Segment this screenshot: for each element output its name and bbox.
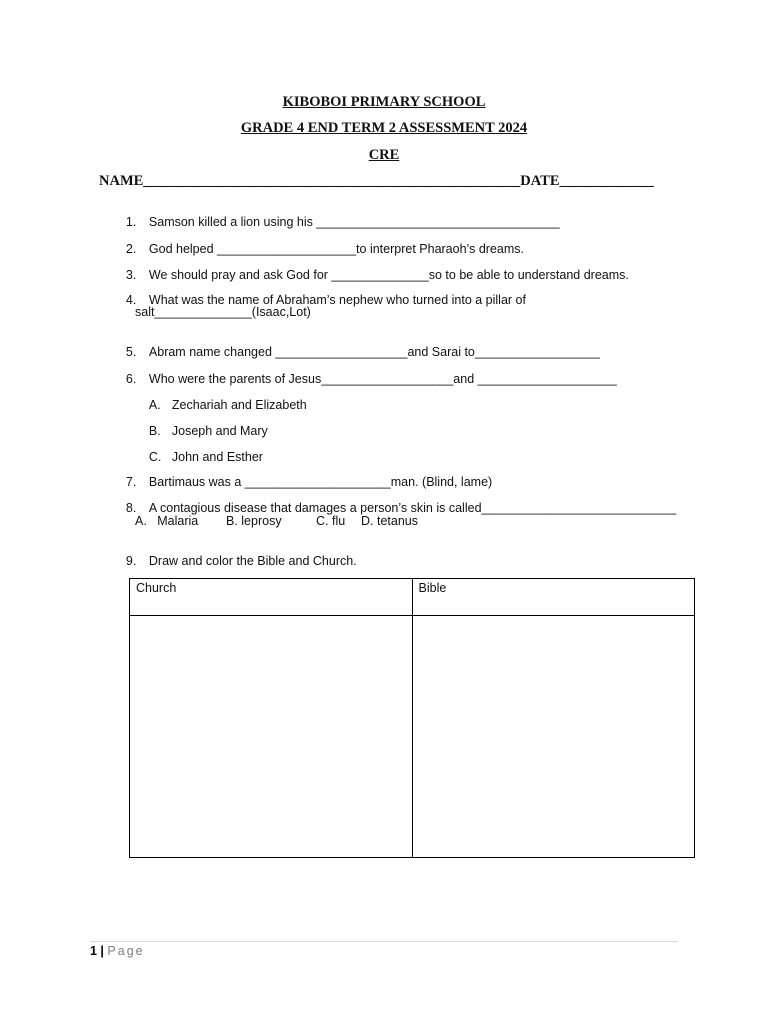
option-text: Zechariah and Elizabeth [171, 398, 307, 412]
question-9 [112, 540, 357, 582]
page-label: Page [107, 944, 145, 958]
subject-title: CRE [368, 147, 400, 163]
question-text: God helped ____________________to interpret Pharaoh’s dreams. [148, 242, 524, 256]
question-text: What was the name of Abraham’s nephew who turned into a pillar of [148, 293, 526, 307]
page-number: 1 [90, 944, 97, 958]
q8-option-a: A. Malaria [135, 514, 199, 528]
footer-divider [90, 941, 678, 942]
church-header-cell: Church [130, 579, 413, 616]
drawing-table-header-row [130, 579, 695, 616]
question-text: A contagious disease that damages a person’s skin is called____________________________ [148, 501, 677, 515]
question-text: Who were the parents of Jesus___________________and ____________________ [148, 372, 617, 386]
question-number: 7. [125, 475, 137, 489]
question-text: We should pray and ask God for ______________so to be able to understand dreams. [148, 268, 629, 282]
church-drawing-area[interactable] [130, 616, 413, 858]
bible-drawing-area[interactable] [412, 616, 695, 858]
q8-option-c: C. flu [316, 514, 346, 528]
question-text: Draw and color the Bible and Church. [148, 554, 357, 568]
option-letter: B. [148, 424, 161, 438]
q8-option-b: B. leprosy [226, 514, 282, 528]
q8-option-d: D. tetanus [361, 514, 418, 528]
assessment-title: GRADE 4 END TERM 2 ASSESSMENT 2024 [240, 120, 528, 136]
question-number: 4. [125, 293, 137, 307]
footer-separator: | [96, 944, 108, 958]
page-footer [90, 944, 145, 958]
question-number: 2. [125, 242, 137, 256]
question-number: 6. [125, 372, 137, 386]
question-number: 3. [125, 268, 137, 282]
bible-header-cell: Bible [412, 579, 695, 616]
option-letter: C. [148, 450, 162, 464]
option-letter: A. [148, 398, 161, 412]
name-date-line: NAME____________________________________________________DATE_____________ [99, 173, 654, 189]
question-number: 1. [125, 215, 137, 229]
drawing-table [129, 578, 695, 858]
option-text: Joseph and Mary [171, 424, 268, 438]
option-text: John and Esther [171, 450, 263, 464]
question-text: Samson killed a lion using his ___________________________________ [148, 215, 560, 229]
question-text: Abram name changed ___________________and Sarai to__________________ [148, 345, 600, 359]
question-4-continuation: salt______________(Isaac,Lot) [135, 305, 311, 319]
question-number: 8. [125, 501, 137, 515]
question-number: 5. [125, 345, 137, 359]
school-name: KIBOBOI PRIMARY SCHOOL [282, 94, 486, 110]
question-text: Bartimaus was a _____________________man. (Blind, lame) [148, 475, 493, 489]
question-number: 9. [125, 554, 137, 568]
drawing-table-body-row [130, 616, 695, 858]
